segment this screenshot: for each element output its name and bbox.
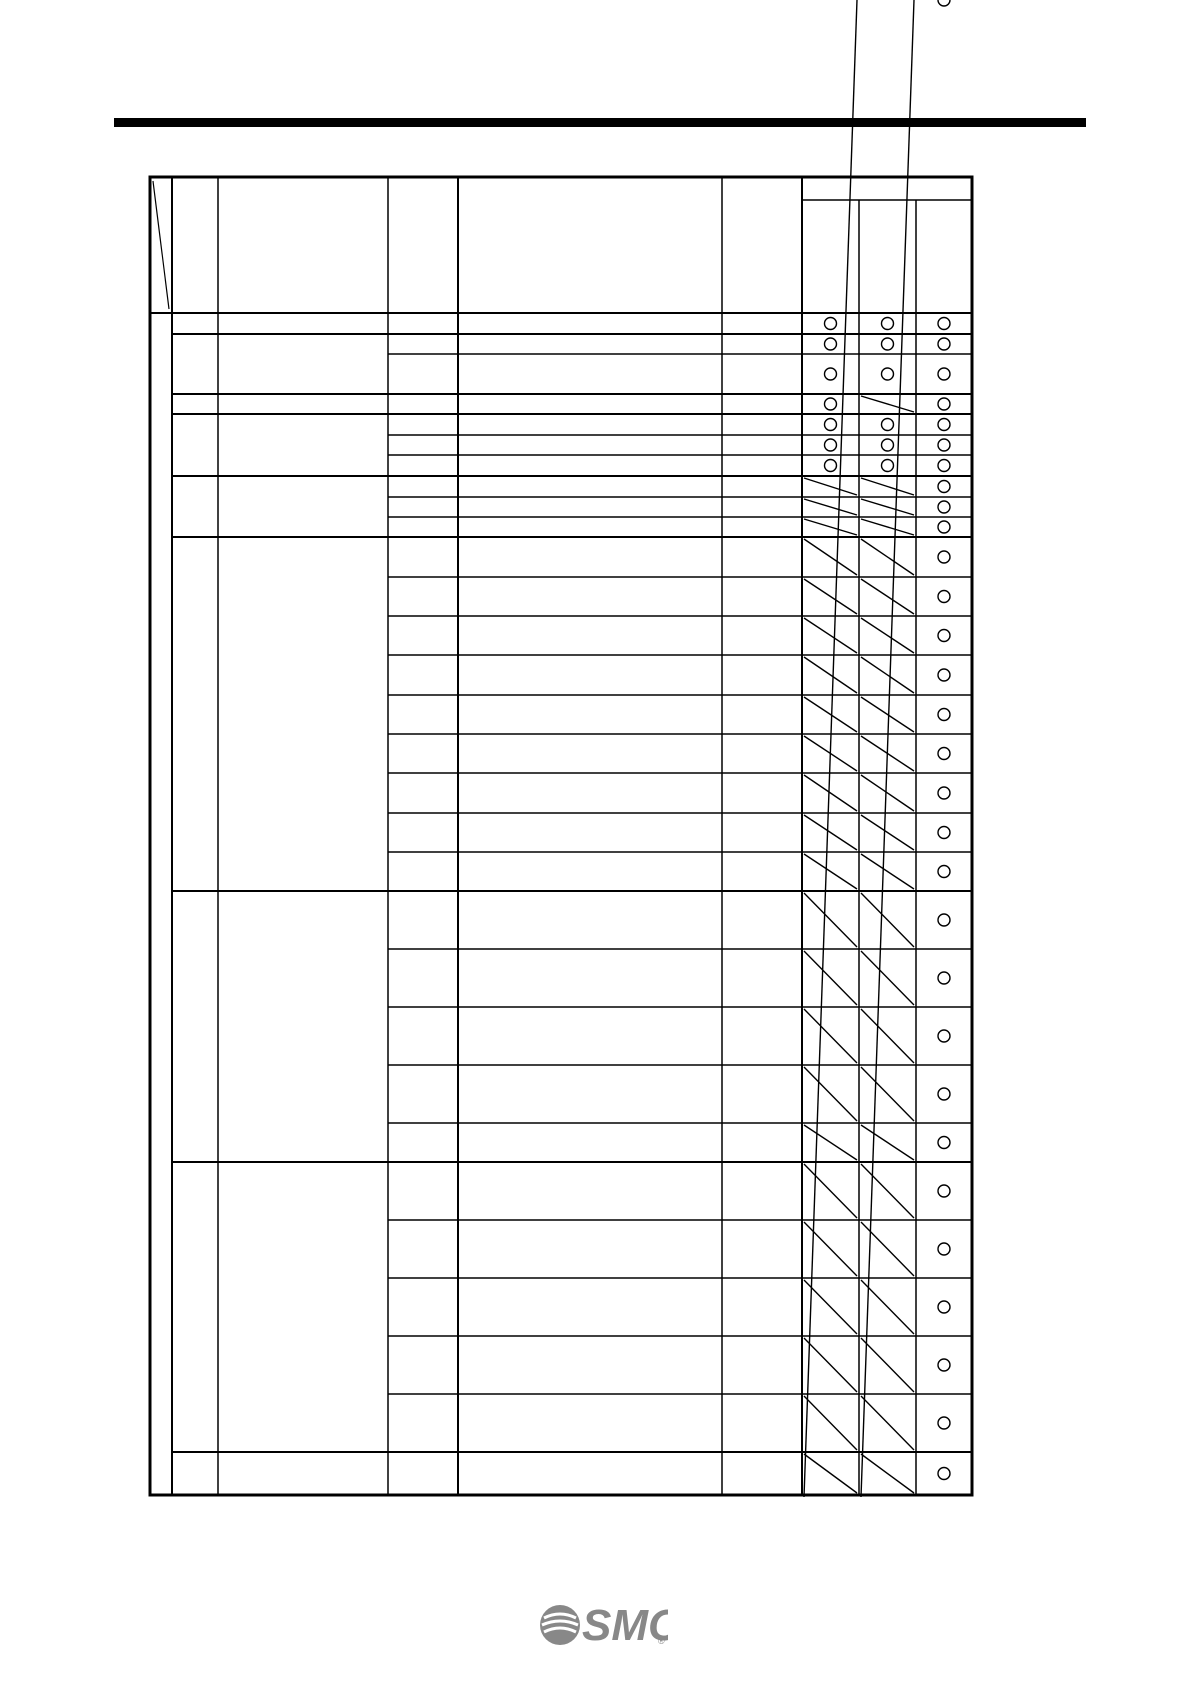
slash-mark-icon: [861, 815, 914, 850]
smc-logo-graphic: [538, 1600, 668, 1650]
circle-mark-icon: [938, 1137, 950, 1149]
circle-mark-icon: [938, 748, 950, 760]
table-frame: [150, 177, 972, 1495]
circle-mark-icon: [825, 419, 837, 431]
circle-mark-icon: [882, 419, 894, 431]
circle-mark-icon: [938, 1359, 950, 1371]
slash-mark-icon: [861, 519, 914, 535]
slash-mark-icon: [861, 1164, 914, 1218]
circle-mark-icon: [938, 972, 950, 984]
slash-mark-icon: [861, 478, 914, 495]
logo-text: SM: [582, 1601, 648, 1650]
slash-mark-icon: [861, 539, 914, 575]
slash-mark-icon: [861, 893, 914, 947]
circle-mark-icon: [938, 1088, 950, 1100]
slash-mark-icon: [861, 1067, 914, 1121]
slash-mark-icon: [861, 1338, 914, 1392]
circle-mark-icon: [825, 398, 837, 410]
slash-mark-icon: [861, 854, 914, 889]
circle-mark-icon: [938, 1185, 950, 1197]
circle-mark-icon: [882, 318, 894, 330]
circle-mark-icon: [938, 0, 950, 6]
circle-mark-icon: [882, 368, 894, 380]
slash-mark-icon: [861, 951, 914, 1005]
circle-mark-icon: [938, 419, 950, 431]
slash-mark-icon: [804, 579, 857, 614]
header-diagonal: [153, 181, 169, 309]
slash-mark-icon: [804, 854, 857, 889]
circle-mark-icon: [882, 439, 894, 451]
slash-mark-icon: [804, 0, 857, 1497]
circle-mark-icon: [825, 460, 837, 472]
circle-mark-icon: [938, 914, 950, 926]
circle-mark-icon: [938, 709, 950, 721]
slash-mark-icon: [861, 618, 914, 653]
slash-mark-icon: [804, 1009, 857, 1063]
circle-mark-icon: [882, 460, 894, 472]
slash-mark-icon: [804, 539, 857, 575]
smc-logo: [538, 1600, 668, 1650]
circle-mark-icon: [938, 1243, 950, 1255]
slash-mark-icon: [804, 1396, 857, 1450]
slash-mark-icon: [804, 1067, 857, 1121]
slash-mark-icon: [804, 775, 857, 811]
circle-mark-icon: [938, 501, 950, 513]
slash-mark-icon: [861, 0, 914, 1497]
circle-mark-icon: [825, 318, 837, 330]
circle-mark-icon: [938, 318, 950, 330]
circle-mark-icon: [938, 1468, 950, 1480]
slash-mark-icon: [861, 775, 914, 811]
circle-mark-icon: [938, 368, 950, 380]
circle-mark-icon: [825, 439, 837, 451]
slash-mark-icon: [861, 657, 914, 693]
circle-mark-icon: [938, 439, 950, 451]
slash-mark-icon: [804, 1338, 857, 1392]
circle-mark-icon: [825, 368, 837, 380]
circle-mark-icon: [825, 338, 837, 350]
slash-mark-icon: [861, 1125, 914, 1160]
slash-mark-icon: [804, 1454, 857, 1493]
circle-mark-icon: [938, 398, 950, 410]
circle-mark-icon: [938, 460, 950, 472]
slash-mark-icon: [804, 1125, 857, 1160]
circle-mark-icon: [938, 1301, 950, 1313]
circle-mark-icon: [938, 787, 950, 799]
circle-mark-icon: [882, 338, 894, 350]
slash-mark-icon: [804, 951, 857, 1005]
slash-mark-icon: [804, 1164, 857, 1218]
slash-mark-icon: [804, 815, 857, 850]
circle-mark-icon: [938, 521, 950, 533]
slash-mark-icon: [804, 478, 857, 495]
circle-mark-icon: [938, 338, 950, 350]
slash-mark-icon: [804, 519, 857, 535]
slash-mark-icon: [804, 657, 857, 693]
circle-mark-icon: [938, 591, 950, 603]
circle-mark-icon: [938, 551, 950, 563]
circle-mark-icon: [938, 827, 950, 839]
slash-mark-icon: [861, 1454, 914, 1493]
circle-mark-icon: [938, 630, 950, 642]
slash-mark-icon: [804, 618, 857, 653]
circle-mark-icon: [938, 866, 950, 878]
slash-mark-icon: [861, 1009, 914, 1063]
trademark-mark: ®: [658, 1636, 665, 1646]
smc-swirl-icon: [540, 1605, 580, 1645]
circle-mark-icon: [938, 1417, 950, 1429]
slash-mark-icon: [861, 579, 914, 614]
circle-mark-icon: [938, 1030, 950, 1042]
slash-mark-icon: [861, 1396, 914, 1450]
slash-mark-icon: [804, 697, 857, 732]
slash-mark-icon: [861, 697, 914, 732]
slash-mark-icon: [804, 893, 857, 947]
slash-mark-icon: [861, 499, 914, 515]
slash-mark-icon: [861, 396, 914, 412]
circle-mark-icon: [938, 669, 950, 681]
slash-mark-icon: [804, 499, 857, 515]
circle-mark-icon: [938, 481, 950, 493]
